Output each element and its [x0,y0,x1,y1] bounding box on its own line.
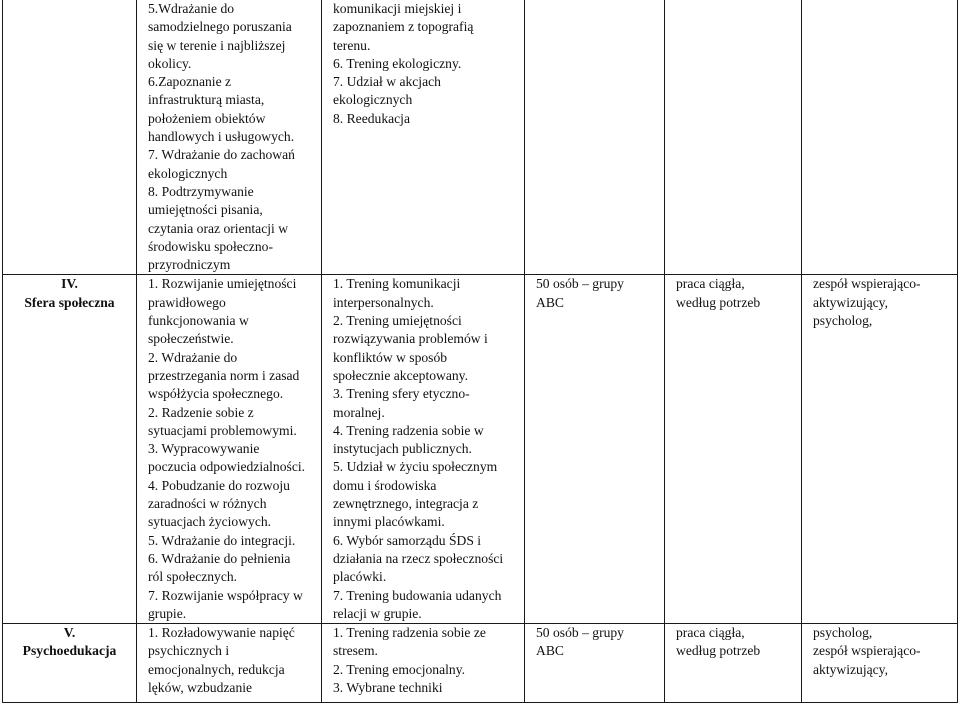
forms-cell [322,624,525,703]
form-line: 7. Udział w akcjach [333,74,441,90]
goal-line: przyrodniczym [148,257,231,273]
form-line: 4. Trening radzenia sobie w [333,422,484,438]
goals-cell [137,624,322,703]
form-line: 2. Trening umiejętności [333,313,462,329]
form-line: komunikacji miejskiej i [333,1,462,16]
goal-line: 3. Wypracowywanie [148,441,260,457]
form-line: 1. Trening radzenia sobie ze [333,625,486,641]
staff-line: aktywizujący, [813,661,888,677]
participants-line: 50 osób – grupy [536,276,624,292]
goal-line: samodzielnego poruszania [148,19,292,35]
goal-line: psychicznych i [148,643,230,659]
staff-line: psycholog, [813,313,873,329]
goal-line: zaradności w różnych [148,496,267,512]
goal-line: funkcjonowania w [148,313,249,329]
forms-cell [322,0,525,275]
form-line: instytucjach publicznych. [333,441,472,457]
form-line: terenu. [333,37,371,53]
staff-cell [802,275,958,624]
staff-line: aktywizujący, [813,294,888,310]
frequency-line: praca ciągła, [676,276,745,292]
section-number: V. [63,625,76,641]
form-line: 2. Trening emocjonalny. [333,661,466,677]
staff-line: zespół wspierająco- [813,276,921,292]
staff-cell [802,624,958,703]
staff-cell [802,0,958,275]
table-row [3,624,958,703]
form-line: innymi placówkami. [333,514,445,530]
forms-cell [322,275,525,624]
form-line: 3. Trening sfery etyczno- [333,386,470,402]
form-line: relacji w grupie. [333,605,422,621]
goal-line: 8. Podtrzymywanie [148,183,254,199]
participants-line: 50 osób – grupy [536,625,624,641]
form-line: działania na rzecz społeczności [333,550,504,566]
goal-line: społeczeństwie. [148,331,234,347]
staff-line: psycholog, [813,625,873,641]
form-line: 1. Trening komunikacji [333,276,461,292]
section-cell [3,0,137,275]
goal-line: ról społecznych. [148,569,238,585]
form-line: konfliktów w sposób [333,349,448,365]
goal-line: grupie. [148,605,187,621]
participants-line: ABC [536,294,564,310]
goal-line: infrastrukturą miasta, [148,92,265,108]
form-line: ekologicznych [333,92,413,108]
goal-line: współżycia społecznego. [148,386,284,402]
form-line: 6. Wybór samorządu ŚDS i [333,532,482,548]
goal-line: umiejętności pisania, [148,202,263,218]
goals-cell [137,0,322,275]
form-line: zapoznaniem z topografią [333,19,474,35]
participants-cell [525,624,665,703]
section-title: Sfera społeczna [24,294,115,310]
goal-line: czytania oraz orientacji w [148,220,289,236]
form-line: moralnej. [333,404,385,420]
table-row [3,275,958,624]
goal-line: 2. Wdrażanie do [148,349,238,365]
section-cell [3,624,137,703]
section-number: IV. [61,276,78,292]
frequency-cell [665,275,802,624]
form-line: stresem. [333,643,378,659]
goal-line: położeniem obiektów [148,110,266,126]
form-line: zewnętrznego, integracja z [333,496,479,512]
frequency-cell [665,624,802,703]
form-line: interpersonalnych. [333,294,434,310]
goals-cell [137,275,322,624]
goal-line: 1. Rozładowywanie napięć [148,625,295,641]
form-line: 7. Trening budowania udanych [333,587,502,603]
goal-line: poczucia odpowiedzialności. [148,459,306,475]
goal-line: 5.Wdrażanie do [148,1,235,16]
goal-line: sytuacjami problemowymi. [148,422,297,438]
goal-line: sytuacjach życiowych. [148,514,272,530]
participants-cell [525,0,665,275]
goal-line: środowisku społeczno- [148,238,273,254]
goal-line: 6. Wdrażanie do pełnienia [148,550,291,566]
frequency-line: praca ciągła, [676,625,745,641]
frequency-line: według potrzeb [676,643,761,659]
goal-line: się w terenie i najbliższej [148,37,286,53]
form-line: 5. Udział w życiu społecznym [333,459,498,475]
goal-line: ekologicznych [148,165,228,181]
goal-line: lęków, wzbudzanie [148,679,253,695]
staff-line: zespół wspierająco- [813,643,921,659]
goal-line: okolicy. [148,55,192,71]
form-line: 3. Wybrane techniki [333,679,443,695]
participants-line: ABC [536,643,564,659]
goal-line: 1. Rozwijanie umiejętności [148,276,297,292]
form-line: społecznie akceptowany. [333,367,468,383]
frequency-cell [665,0,802,275]
goal-line: prawidłowego [148,294,226,310]
form-line: 6. Trening ekologiczny. [333,55,462,71]
goal-line: 6.Zapoznanie z [148,74,232,90]
goal-line: handlowych i usługowych. [148,129,295,145]
goal-line: 7. Wdrażanie do zachowań [148,147,295,163]
section-title: Psychoedukacja [22,643,117,659]
goal-line: emocjonalnych, redukcja [148,661,285,677]
goal-line: 4. Pobudzanie do rozwoju [148,477,290,493]
goal-line: przestrzegania norm i zasad [148,367,300,383]
form-line: domu i środowiska [333,477,437,493]
form-line: 8. Reedukacja [333,110,410,126]
form-line: placówki. [333,569,387,585]
frequency-line: według potrzeb [676,294,761,310]
table-row [3,0,958,275]
participants-cell [525,275,665,624]
goal-line: 2. Radzenie sobie z [148,404,254,420]
program-table [2,0,958,703]
goal-line: 7. Rozwijanie współpracy w [148,587,303,603]
section-cell [3,275,137,624]
form-line: rozwiązywania problemów i [333,331,488,347]
goal-line: 5. Wdrażanie do integracji. [148,532,296,548]
